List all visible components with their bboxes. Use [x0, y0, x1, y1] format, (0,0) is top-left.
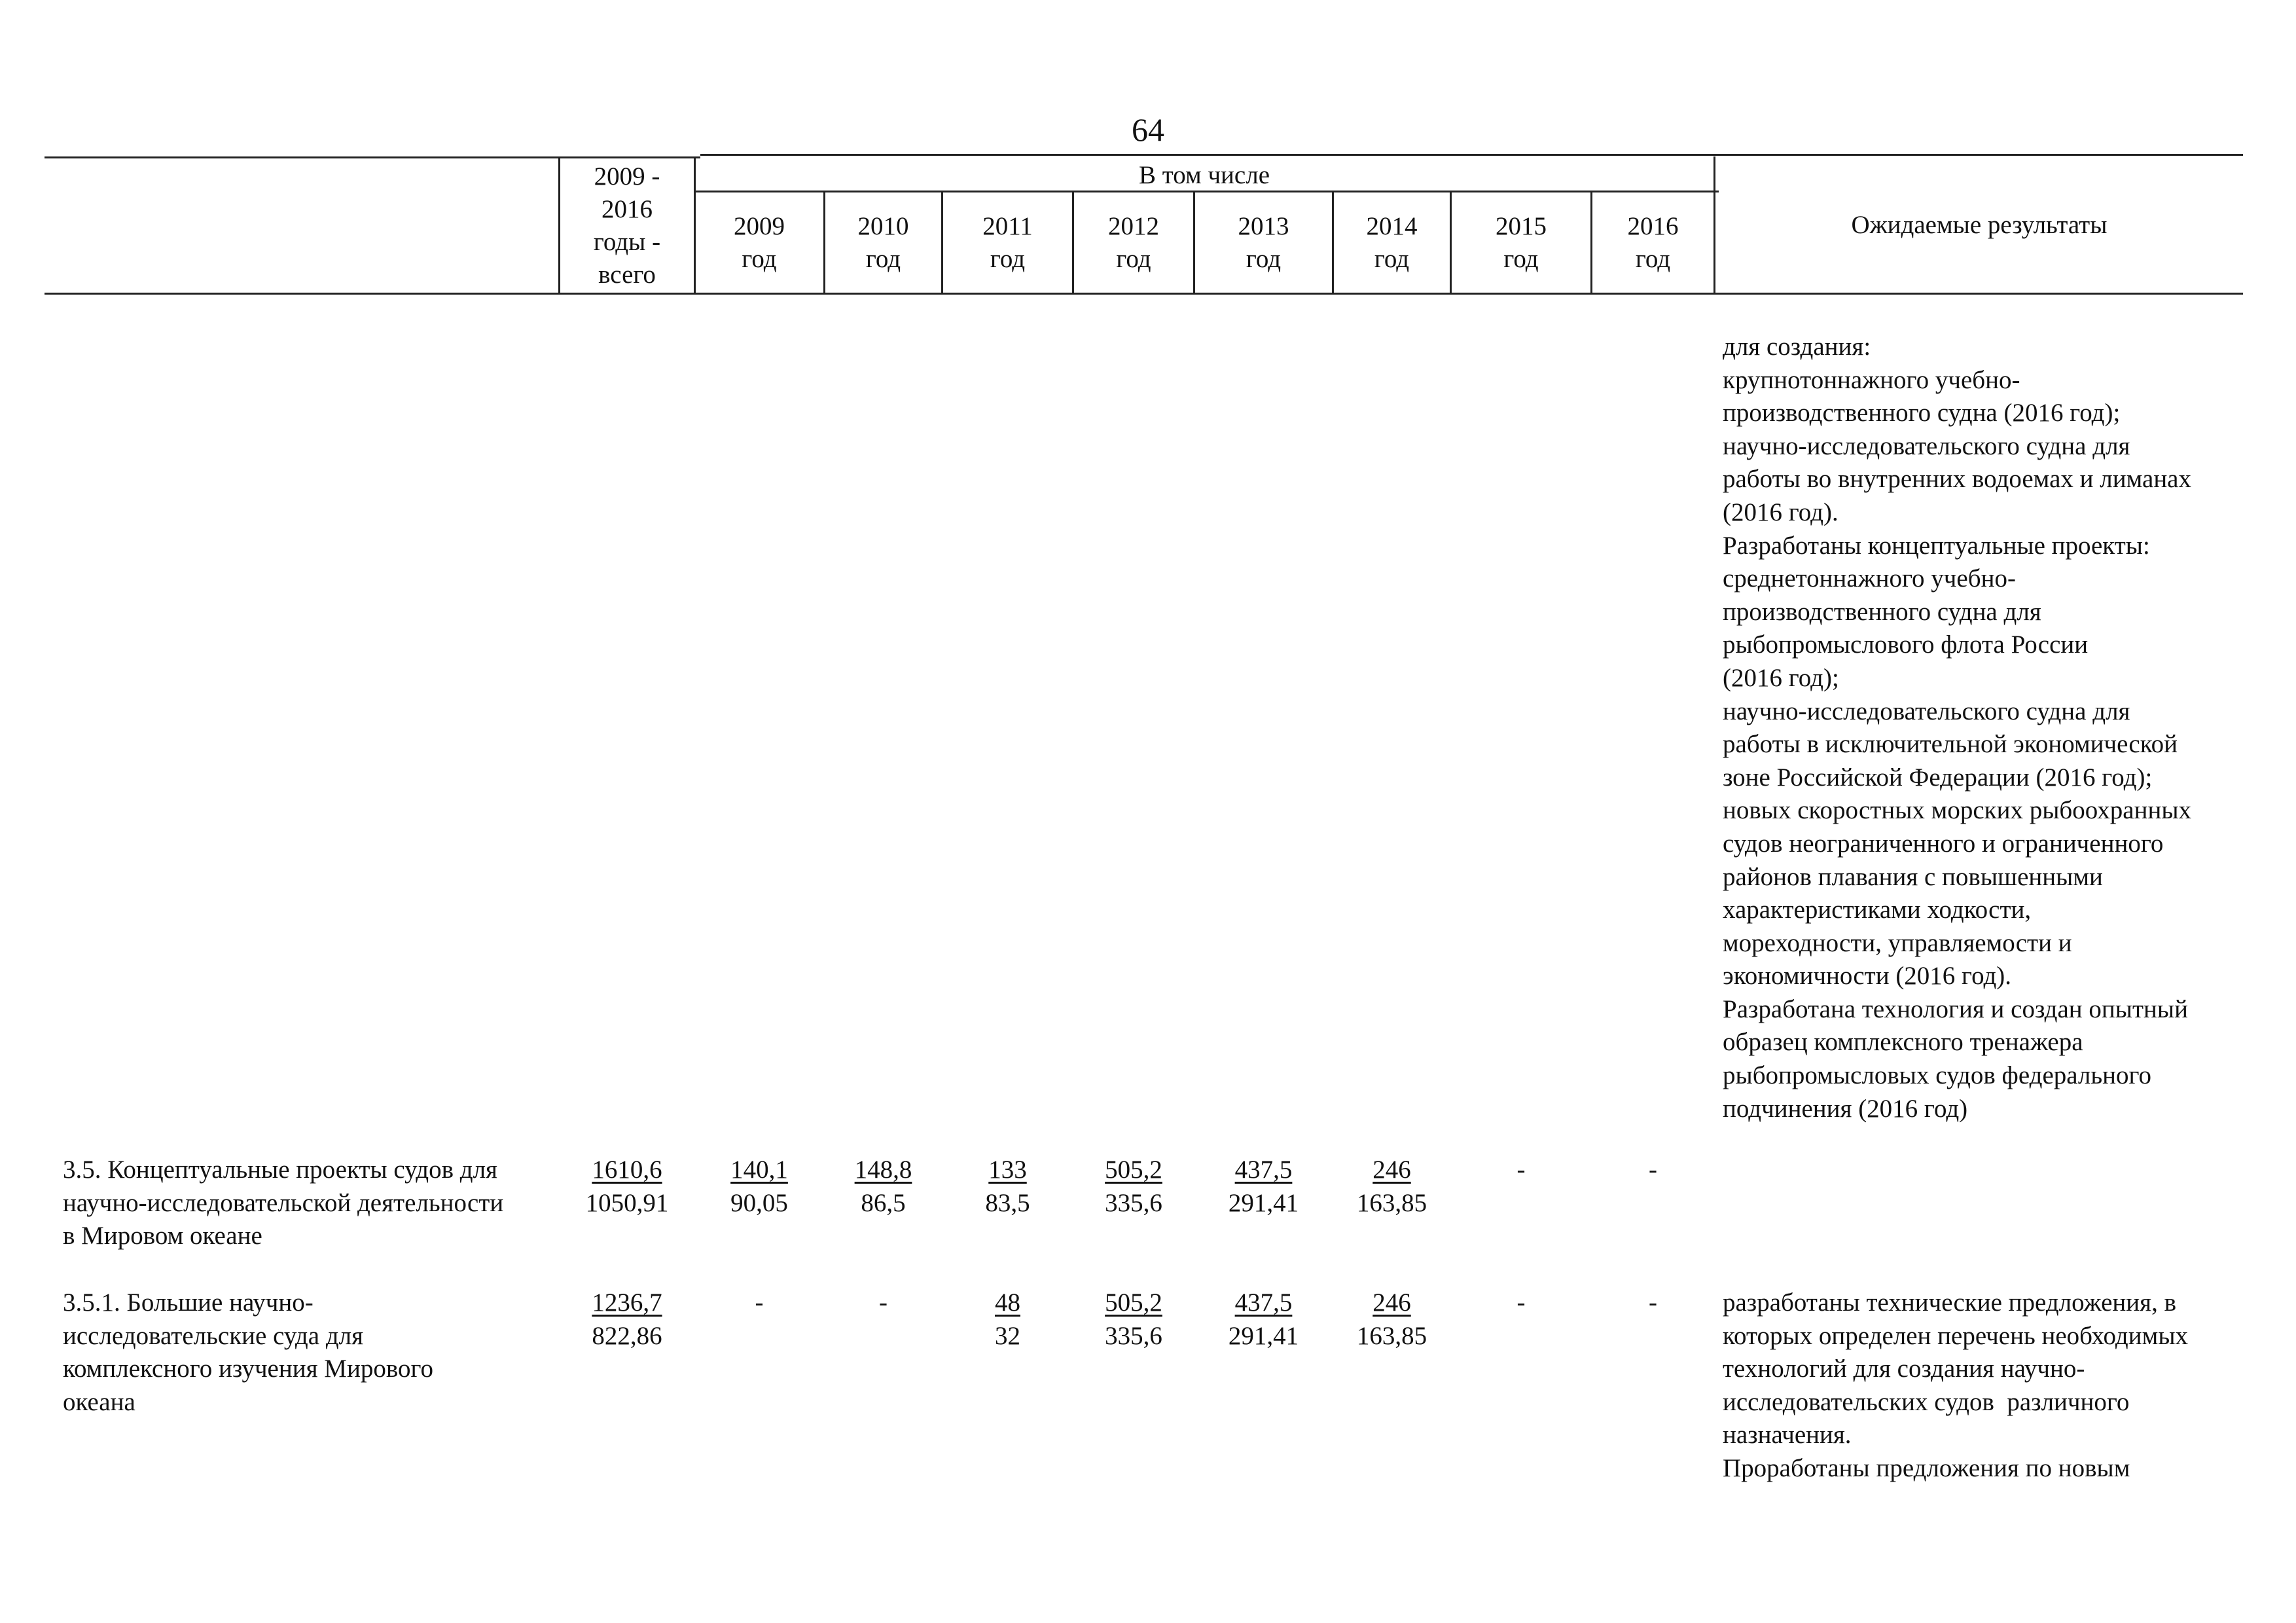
value-allocated: 140,1	[730, 1156, 788, 1184]
results-line: производственного судна (2016 год);	[1723, 399, 2121, 428]
row-3-5-1-year-2015	[1452, 1286, 1590, 1320]
value-actual: 86,5	[861, 1188, 906, 1217]
results-line: Разработана технология и создан опытный	[1723, 994, 2188, 1023]
value-dash: -	[1516, 1156, 1526, 1184]
value-dash: -	[755, 1288, 764, 1317]
row-label-3-5-1	[63, 1286, 560, 1419]
row-label-line: научно-исследовательской деятельности	[63, 1188, 504, 1217]
value-allocated: 505,2	[1105, 1288, 1162, 1317]
value-actual: 32	[995, 1321, 1020, 1350]
row-3-5-year-2012	[1074, 1154, 1193, 1220]
value-actual: 1050,91	[585, 1188, 669, 1217]
value-actual: 291,41	[1228, 1188, 1299, 1217]
value-allocated: 437,5	[1234, 1288, 1293, 1317]
value-allocated: 133	[988, 1156, 1027, 1184]
results-line: новых скоростных морских рыбоохранных	[1723, 796, 2192, 825]
header-total-line: 2016	[601, 195, 653, 223]
row-3-5-year-2013	[1195, 1154, 1332, 1220]
header-year-2014	[1334, 210, 1450, 276]
header-year-label: 2014	[1366, 212, 1418, 240]
value-actual: 335,6	[1105, 1321, 1162, 1350]
value-actual: 335,6	[1105, 1188, 1162, 1217]
row-label-line: в Мировом океане	[63, 1222, 262, 1250]
value-actual: 163,85	[1356, 1188, 1427, 1217]
value-allocated: 246	[1372, 1156, 1411, 1184]
header-total-line: всего	[598, 261, 656, 289]
value-allocated: 437,5	[1234, 1156, 1293, 1184]
value-dash: -	[1516, 1288, 1526, 1317]
header-year-2013	[1195, 210, 1332, 276]
row-label-line: океана	[63, 1387, 135, 1416]
results-line: разработаны технические предложения, в	[1723, 1288, 2177, 1317]
results-line: назначения.	[1723, 1421, 1852, 1450]
row-label-line: 3.5. Концептуальные проекты судов для	[63, 1156, 497, 1184]
header-year-label: 2009	[734, 212, 785, 240]
results-line: судов неограниченного и ограниченного	[1723, 829, 2164, 858]
header-year-label: 2010	[857, 212, 909, 240]
value-allocated: 246	[1372, 1288, 1411, 1317]
results-line: научно-исследовательского судна для	[1723, 697, 2130, 725]
value-allocated: 148,8	[854, 1156, 912, 1184]
header-year-label: 2016	[1627, 212, 1679, 240]
row-label-line: исследовательские суда для	[63, 1321, 364, 1350]
value-dash: -	[1649, 1156, 1657, 1184]
row-3-5-year-2015	[1452, 1154, 1590, 1187]
results-line: (2016 год);	[1723, 663, 1839, 692]
header-total-line: 2009 -	[594, 162, 660, 191]
header-year-2012	[1074, 210, 1193, 276]
value-dash: -	[1649, 1288, 1657, 1317]
results-line: (2016 год).	[1723, 498, 1839, 526]
row-3-5-1-total	[560, 1286, 694, 1353]
header-group-label: В том числе	[1138, 161, 1270, 189]
row-3-5-1-results	[1723, 1286, 2240, 1486]
results-line: научно-исследовательского судна для	[1723, 431, 2130, 460]
results-line: производственного судна для	[1723, 597, 2041, 626]
header-year-2010	[825, 210, 941, 276]
header-year-label: 2015	[1496, 212, 1547, 240]
header-year-2011	[943, 210, 1072, 276]
row-3-5-1-year-2016	[1592, 1286, 1713, 1320]
value-allocated: 1610,6	[592, 1156, 662, 1184]
row-3-5-1-year-2009	[695, 1286, 823, 1320]
header-year-2016	[1592, 210, 1713, 276]
results-line: для создания:	[1723, 333, 1871, 361]
value-actual: 90,05	[730, 1188, 788, 1217]
row-3-5-year-2010	[825, 1154, 941, 1220]
header-top-rule-right	[700, 154, 2243, 156]
row-3-5-year-2009	[695, 1154, 823, 1220]
header-total-line: годы -	[593, 228, 661, 256]
header-year-unit: год	[742, 245, 777, 273]
row-3-5-total	[560, 1154, 694, 1220]
row-3-5-1-year-2012	[1074, 1286, 1193, 1353]
value-allocated: 505,2	[1105, 1156, 1162, 1184]
header-top-rule	[45, 156, 700, 158]
value-actual: 822,86	[592, 1321, 662, 1350]
header-year-2015	[1452, 210, 1590, 276]
results-line: образец комплексного тренажера	[1723, 1028, 2083, 1057]
row-label-line: 3.5.1. Большие научно-	[63, 1288, 314, 1317]
results-line: которых определен перечень необходимых	[1723, 1321, 2189, 1350]
header-year-unit: год	[865, 245, 901, 273]
header-year-unit: год	[1503, 245, 1539, 273]
row-3-5-year-2011	[943, 1154, 1072, 1220]
header-results-label: Ожидаемые результаты	[1851, 211, 2108, 239]
header-total-column	[560, 160, 694, 291]
results-line: зоне Российской Федерации (2016 год);	[1723, 763, 2153, 792]
results-line: характеристиками ходкости,	[1723, 896, 2032, 924]
results-line: Разработаны концептуальные проекты:	[1723, 531, 2150, 560]
row-3-5-1-year-2014	[1334, 1286, 1450, 1353]
header-year-label: 2011	[982, 212, 1033, 240]
results-line: исследовательских судов различного	[1723, 1387, 2130, 1416]
value-actual: 163,85	[1356, 1321, 1427, 1350]
value-allocated: 48	[995, 1288, 1020, 1317]
value-allocated: 1236,7	[592, 1288, 662, 1317]
header-year-unit: год	[1374, 245, 1410, 273]
header-year-2009	[695, 210, 823, 276]
header-year-unit: год	[990, 245, 1026, 273]
results-line: районов плавания с повышенными	[1723, 862, 2103, 891]
results-line: работы в исключительной экономической	[1723, 730, 2178, 759]
results-line: мореходности, управляемости и	[1723, 928, 2072, 957]
header-year-label: 2013	[1238, 212, 1289, 240]
results-line: крупнотоннажного учебно-	[1723, 365, 2020, 394]
value-actual: 83,5	[985, 1188, 1030, 1217]
row-label-line: комплексного изучения Мирового	[63, 1355, 434, 1383]
results-line: рыбопромыслового флота России	[1723, 630, 2089, 659]
row-3-5-1-year-2011	[943, 1286, 1072, 1353]
results-line: подчинения (2016 год)	[1723, 1094, 1968, 1123]
page-number: 64	[1132, 111, 1164, 148]
results-line: работы во внутренних водоемах и лиманах	[1723, 465, 2191, 494]
continued-results-text	[1723, 331, 2233, 1125]
results-line: рыбопромысловых судов федерального	[1723, 1061, 2152, 1090]
header-bottom-rule	[45, 293, 2243, 295]
results-line: экономичности (2016 год).	[1723, 962, 2012, 991]
value-dash: -	[879, 1288, 888, 1317]
row-label-3-5	[63, 1154, 560, 1253]
header-year-unit: год	[1116, 245, 1151, 273]
row-3-5-year-2016	[1592, 1154, 1713, 1187]
row-3-5-1-year-2010	[825, 1286, 941, 1320]
results-line: Проработаны предложения по новым	[1723, 1453, 2130, 1482]
value-actual: 291,41	[1228, 1321, 1299, 1350]
results-line: технологий для создания научно-	[1723, 1355, 2085, 1383]
results-line: среднетоннажного учебно-	[1723, 564, 2016, 593]
header-year-unit: год	[1246, 245, 1282, 273]
header-year-unit: год	[1635, 245, 1671, 273]
row-3-5-1-year-2013	[1195, 1286, 1332, 1353]
header-year-label: 2012	[1108, 212, 1159, 240]
row-3-5-year-2014	[1334, 1154, 1450, 1220]
